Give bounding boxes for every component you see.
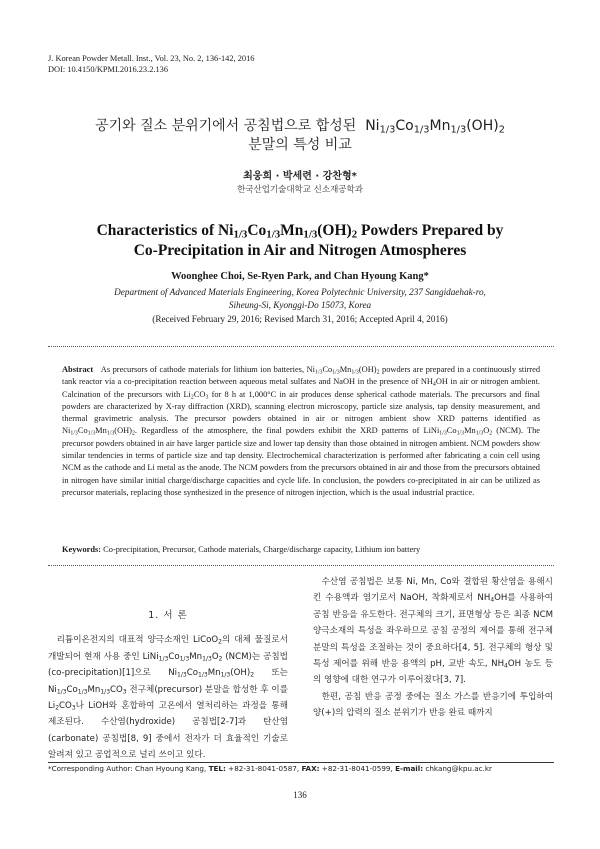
korean-title: [30, 117, 570, 155]
intro-paragraph-right-2: 한편, 공침 반응 공정 중에는 질소 가스를 반응기에 투입하여 양(+)의 압력의 질소 분위기가 반응 완료 때까지: [313, 691, 553, 719]
english-affiliation-line1: Department of Advanced Materials Engineering, Korea Polytechnic University, 237 Sangidaehak-ro,: [114, 287, 486, 297]
english-title-formula: $Ni_{1/3}Co_{1/3}Mn_{1/3}(OH)_2$: [217, 222, 358, 241]
abstract-text: As precursors of cathode materials for lithium ion batteries, $Ni_{1/3}Co_{1/3}Mn_{1/3}(OH)_2$ powders are prepared in a continuously stirred tank reactor via a co-precipitation reaction between aqueous metal sulfates and NaOH in the presence of $NH_4OH$ in air or nitrogen ambient. Calcination of the precursors with $Li_2CO_3$ for 8 h at 1,000°C in air produces dense spherical cathode materials. The precursors and final powders are characterized by X-ray diffraction (XRD), scanning electron microscopy, particle size analysis, tap density measurement, and thermal gravimetric analysis. The precursor powders obtained in air or nitrogen ambient show XRD patterns identified as $Ni_{1/3}Co_{1/3}Mn_{1/3}(OH)_2$. Regardless of the atmosphere, the final powders exhibit the XRD patterns of $LiNi_{1/3}Co_{1/3}Mn_{1/3}O_2$ (NCM). The precursor powders obtained in air have larger particle size and lower tap density than those obtained in nitrogen ambient. NCM powders show similar tendencies in terms of particle size and tap density. Electrochemical characterization is performed after fabricating a coin cell using NCM as the cathode and Li metal as the anode. The NCM powders from the precursors obtained in air and those from the precursors obtained in nitrogen have similar initial charge/discharge capacities and cycle life. In conclusion, the powders co-precipitated in air can be utilized as precursor materials, replacing those synthesized in the presence of nitrogen injection, which is the usual industrial practice.: [62, 365, 541, 497]
intro-paragraph-right-1: 수산염 공침법은 보통 Ni, Mn, Co와 결합된 황산염을 용해시킨 수용액과 염기로서 NaOH, 착화제로서 $NH_4OH$를 사용하여 공침 반응을 유도한다. 전구체의 크기, 표면형상 등은 최종 NCM 양극소재의 특성을 좌우하므로 공침 공정의 제어를 통해 전구체 분말의 특성을 조절하는 것이 중요하다[4, 5]. 전구체의 형상 및 특성 제어를 위해 반응 용액의 pH, 교반 속도, $NH_4OH$ 농도 등의 영향에 대한 연구가 이루어졌다[3, 7].: [313, 577, 553, 686]
abstract-label: Abstract: [62, 365, 94, 374]
korean-title-line2: 분말의 특성 비교: [248, 137, 352, 153]
english-affiliation: [40, 286, 560, 311]
intro-paragraph-left: 리튬이온전지의 대표적 양극소재인 LiCoO$_2$의 대체 물질로서 개발되어 현재 사용 중인 $LiNi_{1/3}Co_{1/3}Mn_{1/3}O_2$ (NCM)는 공침법(co-precipitation)[1]으로 $Ni_{1/3}Co_{1/3}Mn_{1/3}(OH)_2$ 또는 $Ni_{1/3}Co_{1/3}Mn_{1/3}CO_3$ 전구체(precursor) 분말을 합성한 후 이를 $Li_2CO_3$나 LiOH와 혼합하여 고온에서 열처리하는 과정을 통해 제조된다. 수산염(hydroxide) 공침법[2-7]과 탄산염(carbonate) 공침법[8, 9] 중에서 전자가 더 효율적인 기술로 알려져 있고 공업적으로 널리 쓰이고 있다.: [48, 635, 289, 761]
english-title-suffix: Powders Prepared by: [361, 222, 504, 239]
english-title-prefix: Characteristics of: [96, 222, 215, 239]
received-dates: (Received February 29, 2016; Revised March 31, 2016; Accepted April 4, 2016): [152, 314, 448, 324]
dotted-divider-top: [48, 346, 554, 347]
english-title-line2: Co-Precipitation in Air and Nitrogen Atmospheres: [133, 242, 467, 259]
body-column-right: [313, 574, 553, 722]
footnote-email-label: E-mail:: [395, 764, 424, 773]
section-title: 1. 서 론: [148, 610, 188, 621]
footnote-tel-label: TEL:: [208, 764, 226, 773]
korean-authors: 최웅희 · 박세련 · 강찬형*: [243, 171, 357, 182]
keywords-text: Co-precipitation, Precursor, Cathode materials, Charge/discharge capacity, Lithium ion battery: [103, 545, 421, 554]
journal-header: [48, 53, 255, 75]
footnote-email: chkang@kpu.ac.kr: [425, 764, 492, 773]
english-authors: Woonghee Choi, Se-Ryen Park, and Chan Hyoung Kang*: [171, 271, 429, 282]
keywords-label: Keywords:: [62, 545, 102, 554]
korean-affiliation: 한국산업기술대학교 신소재공학과: [237, 185, 363, 195]
journal-doi: DOI: 10.4150/KPMI.2016.23.2.136: [48, 65, 169, 74]
page-number: 136: [293, 790, 307, 800]
footnote-fax: +82-31-8041-0599,: [321, 764, 393, 773]
footnote-divider: [48, 762, 554, 763]
keywords: [62, 545, 540, 554]
corresponding-author-footnote: [48, 764, 492, 773]
english-title: [40, 221, 560, 261]
dotted-divider-bottom: [48, 565, 554, 566]
english-affiliation-line2: Siheung-Si, Kyonggi-Do 15073, Korea: [228, 299, 372, 310]
journal-citation: J. Korean Powder Metall. Inst., Vol. 23, No. 2, 136-142, 2016: [48, 54, 255, 63]
abstract: [62, 364, 540, 499]
footnote-tel: +82-31-8041-0587,: [228, 764, 300, 773]
korean-title-formula: $Ni_{1/3}Co_{1/3}Mn_{1/3}(OH)_2$: [365, 118, 505, 136]
body-column-left: [48, 609, 288, 764]
footnote-prefix: *Corresponding Author: Chan Hyoung Kang,: [48, 764, 207, 773]
korean-title-text: 공기와 질소 분위기에서 공침법으로 합성된: [95, 118, 357, 134]
footnote-fax-label: FAX:: [301, 764, 320, 773]
